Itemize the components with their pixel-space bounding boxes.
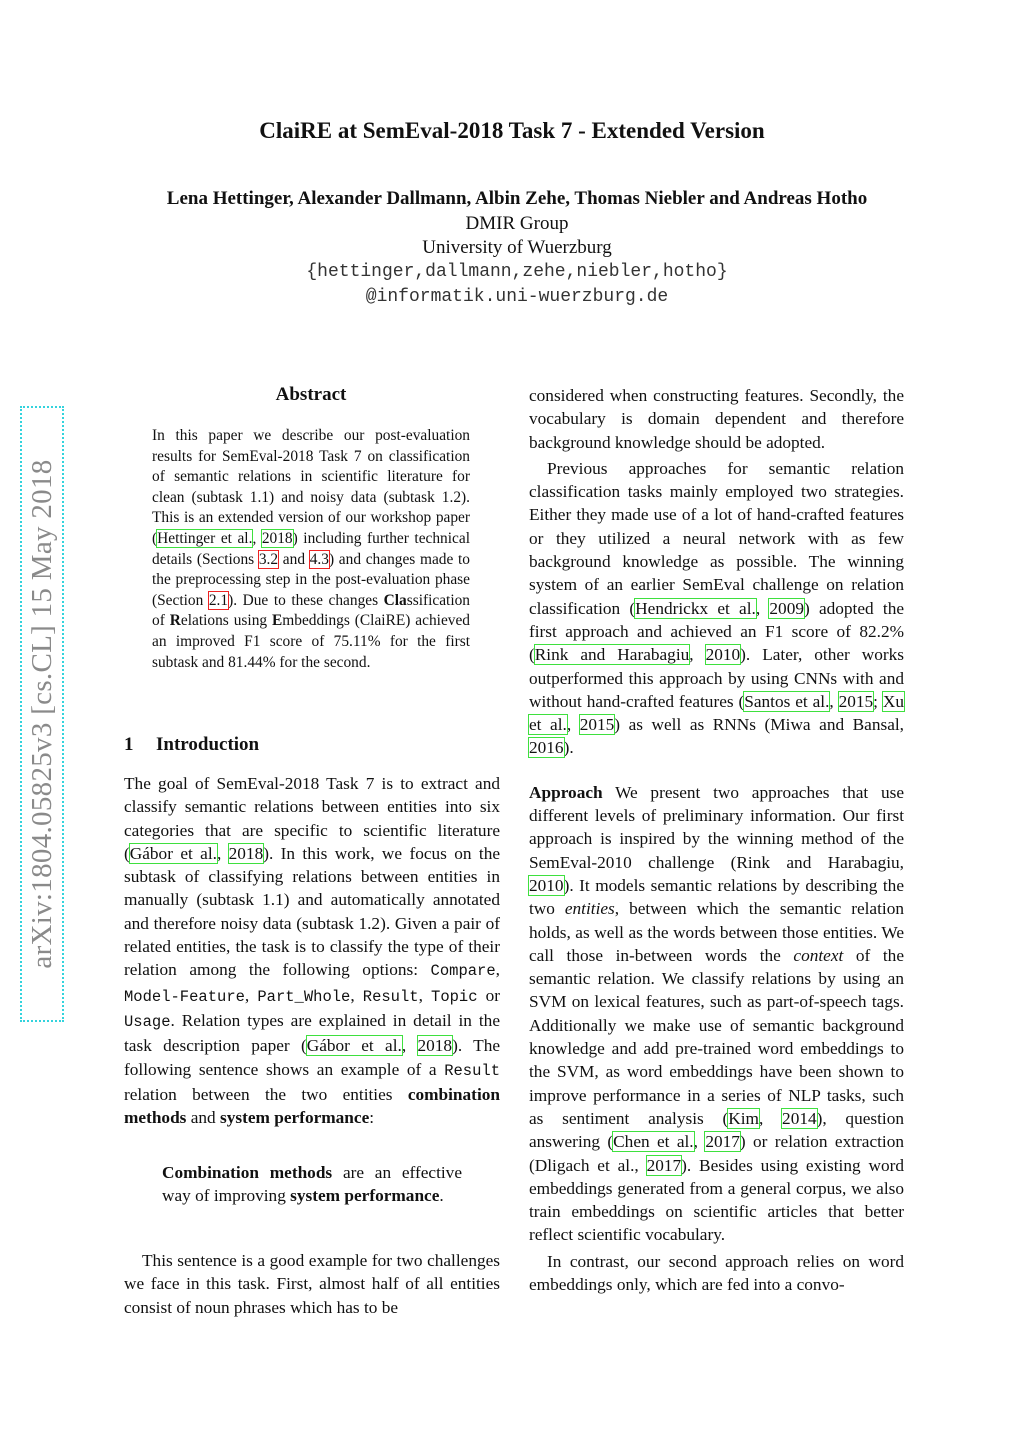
section-ref-link[interactable]: 2.1 xyxy=(208,591,229,609)
intro-paragraph-2: This sentence is a good example for two challenges we face in this task. First, almost half of all entities consist of noun phrases which has to be xyxy=(124,1251,500,1317)
abstract-body: In this paper we describe our post-evaluation results for SemEval-2018 Task 7 on classification of semantic relations in scientific literature for clean (subtask 1.1) and noisy data (subtask 1.2). This is an extended version of our workshop paper (Hettinger et al., 2018) including further technical details (Sections 3.2 and 4.3) and changes made to the preprocessing step in the post-evaluation phase (Section 2.1). Due to these changes Classification of Relations using Embeddings (ClaiRE) achieved an improved F1 score of 75.11% for the first subtask and 81.44% for the second. xyxy=(152,427,470,671)
citation-link[interactable]: 2009 xyxy=(769,598,804,618)
citation-link[interactable]: Xu et al. xyxy=(529,691,904,735)
author-list: Lena Hettinger, Alexander Dallmann, Albin Zehe, Thomas Niebler and Andreas Hotho xyxy=(166,188,868,209)
intro-paragraph-1: The goal of SemEval-2018 Task 7 is to extract and classify semantic relations between entities into six categories that are specific to scientific literature (Gábor et al., 2018). In this work, we focus on the subtask of classifying relations between entities in manually (subtask 1.1) and automatically annotated and therefore noisy data (subtask 1.2). Given a pair of related entities, the task is to classify the type of their relation among the following options: Compare, Model-Feature, Part_Whole, Result, Topic or Usage. Relation types are explained in detail in the task description paper (Gábor et al., 2018). The following sentence shows an example of a Result relation between the two entities combination methods and system performance: xyxy=(124,774,501,1128)
email-domain: @informatik.uni-wuerzburg.de xyxy=(365,287,669,307)
citation-link[interactable]: Chen et al. xyxy=(613,1132,694,1152)
citation-link[interactable]: 2010 xyxy=(705,645,741,665)
citation-link[interactable]: Santos et al. xyxy=(744,691,830,711)
section-ref-link[interactable]: 4.3 xyxy=(309,550,329,568)
citation-link[interactable]: 2018 xyxy=(261,529,293,547)
section-heading-introduction: 1 Introduction xyxy=(124,734,260,755)
citation-link[interactable]: 2018 xyxy=(228,843,264,863)
citation-link[interactable]: 2015 xyxy=(579,715,615,735)
citation-link[interactable]: 2015 xyxy=(838,691,874,711)
citation-link[interactable]: Hettinger et al. xyxy=(157,529,253,547)
citation-link[interactable]: 2017 xyxy=(705,1132,740,1152)
paragraph-continued: considered when constructing features. Secondly, the vocabulary is domain dependent and therefore background knowledge should be adopted. xyxy=(529,386,904,452)
paper-title: ClaiRE at SemEval-2018 Task 7 - Extended Version xyxy=(259,118,765,143)
citation-link[interactable]: Kim xyxy=(728,1108,759,1128)
citation-link[interactable]: Gábor et al. xyxy=(129,843,217,863)
section-ref-link[interactable]: 3.2 xyxy=(258,550,279,568)
citation-link[interactable]: Gábor et al. xyxy=(306,1036,402,1056)
author-emails: {hettinger,dallmann,zehe,niebler,hotho} xyxy=(306,262,728,282)
citation-link[interactable]: 2017 xyxy=(646,1155,682,1175)
citation-link[interactable]: Hendrickx et al. xyxy=(635,598,756,618)
arxiv-identifier[interactable]: arXiv:1804.05825v3 [cs.CL] 15 May 2018 xyxy=(20,406,64,1022)
abstract-heading: Abstract xyxy=(275,384,347,405)
citation-link[interactable]: 2018 xyxy=(417,1036,453,1056)
right-column-text xyxy=(529,384,904,1296)
affiliation-university: University of Wuerzburg xyxy=(422,237,612,258)
citation-link[interactable]: Rink and Harabagiu xyxy=(534,645,690,665)
example-quote: Combination methods are an effective way of improving system performance. xyxy=(162,1163,462,1206)
affiliation-group: DMIR Group xyxy=(465,213,569,234)
paragraph-previous-approaches: Previous approaches for semantic relation classification tasks mainly employed two strategies. Either they made use of a lot of hand-crafted features or they utilized a neural network with as few background knowledge as possible. The winning system of an earlier SemEval challenge on relation classification (Hendrickx et al., 2009) adopted the first approach and achieved an F1 score of 82.2% (Rink and Harabagiu, 2010). Later, other works outperformed this approach by using CNNs with and without hand-crafted features (Santos et al., 2015; Xu et al., 2015) as well as RNNs (Miwa and Bansal, 2016). xyxy=(529,458,905,758)
citation-link[interactable]: 2016 xyxy=(529,738,564,758)
paragraph-approach: Approach We present two approaches that use different levels of preliminary information. Our first approach is inspired by the winning method of the SemEval-2010 challenge (Rink and Harabagiu, 2010). It models semantic relations by describing the two entities, between which the semantic relation holds, as well as the words between those entities. We call those in-between words the context of the semantic relation. We classify relations by using an SVM on lexical features, such as part-of-speech tags. Additionally we make use of semantic background knowledge and add pre-trained word embeddings to the SVM, as word embeddings have been shown to improve performance in a series of NLP tasks, such as sentiment analysis (Kim, 2014), question answering (Chen et al., 2017) or relation extraction (Dligach et al., 2017). Besides using existing word embeddings generated from a general corpus, we also train embeddings on scientific articles that better reflect scientific vocabulary. xyxy=(529,782,905,1245)
citation-link[interactable]: 2014 xyxy=(782,1108,817,1128)
citation-link[interactable]: 2010 xyxy=(529,875,564,895)
paragraph-second-approach: In contrast, our second approach relies on word embeddings only, which are fed into a convo- xyxy=(529,1251,904,1294)
